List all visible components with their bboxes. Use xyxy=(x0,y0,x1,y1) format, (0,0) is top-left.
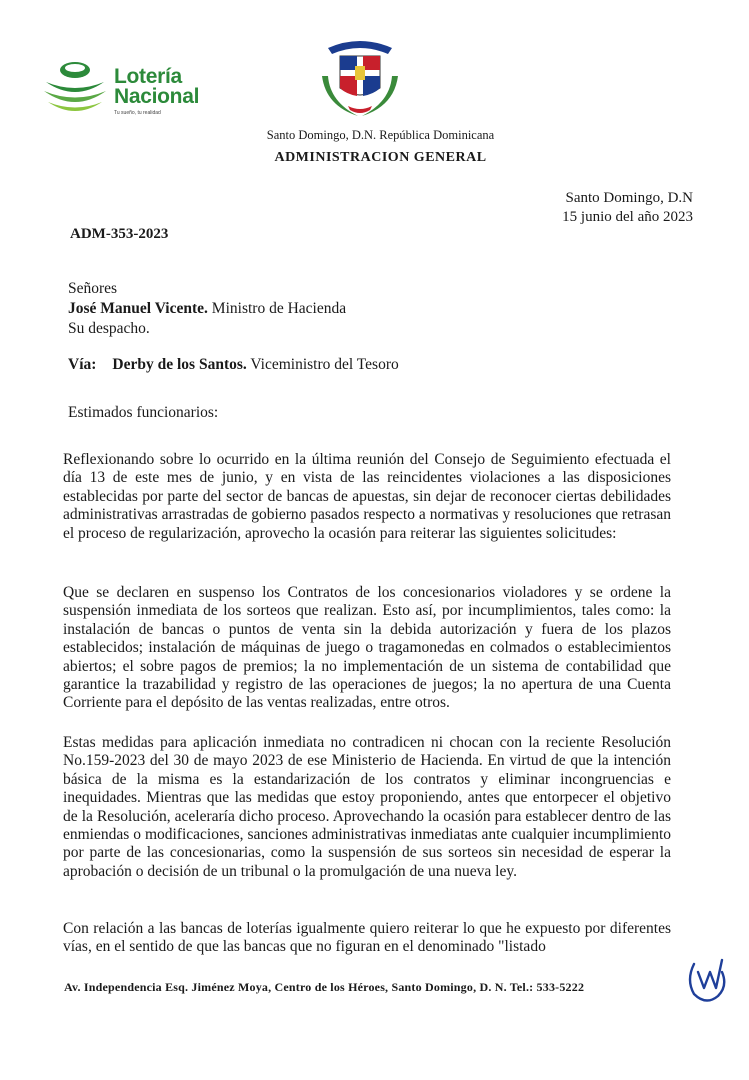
via-label: Vía: xyxy=(68,356,97,373)
salutation-title: Señores xyxy=(68,280,118,297)
header-office: ADMINISTRACION GENERAL xyxy=(274,150,487,165)
body-paragraph: Reflexionando sobre lo ocurrido en la última reunión del Consejo de Seguimiento efectuada el día 13 de este mes de junio, y en vista de las reincidentes violaciones a las disposiciones establecidas por parte del sector de bancas de apuestas, sin dejar de reconocer ciertas debilidades administrativas arrastradas de gobierno pasados respecto a normativas y resoluciones que retrasan el proceso de regularización, aprovecho la ocasión para reiterar las siguientes solicitudes: xyxy=(63,451,671,542)
header-place: Santo Domingo, D.N. República Dominicana xyxy=(266,128,495,142)
via-role: Viceministro del Tesoro xyxy=(250,356,399,373)
logo-word-nacional: Nacional xyxy=(114,85,200,108)
coat-of-arms-icon xyxy=(318,36,402,120)
logo-word-loteria: Lotería xyxy=(114,65,182,88)
addressee-line3: Su despacho. xyxy=(68,320,150,337)
body-paragraph: Que se declaren en suspenso los Contratos de los concesionarios violadores y se ordene la suspensión inmediata de los sorteos que realizan. Esto así, por incumplimientos, tales como: la instalación de bancas o puntos de venta sin la debida autorización y fuera de los plazos establecidos; instalación de máquinas de juego o tragamonedas en colmados o establecimientos abiertos; el sobre pagos de premios; la no implementación de un sistema de contabilidad que garantice la trazabilidad y registro de las operaciones de juegos; la no apertura de una Cuenta Corriente para el depósito de las ventas realizadas, entre otros. xyxy=(63,584,671,712)
via-name: Derby de los Santos. xyxy=(112,356,247,373)
loteria-logo-icon xyxy=(42,58,108,120)
greeting: Estimados funcionarios: xyxy=(68,404,219,421)
footer-address: Av. Independencia Esq. Jiménez Moya, Centro de los Héroes, Santo Domingo, D. N. Tel.: 533-5222 xyxy=(64,980,585,994)
addressee-role: Ministro de Hacienda xyxy=(211,300,347,317)
via-line xyxy=(68,356,399,374)
date-city: Santo Domingo, D.N xyxy=(565,190,693,206)
body-paragraph: Con relación a las bancas de loterías igualmente quiero reiterar lo que he expuesto por diferentes vías, en el sentido de que las bancas que no figuran en el denominado "listado xyxy=(63,920,671,956)
addressee-name: José Manuel Vicente. xyxy=(68,300,208,317)
addressee-block xyxy=(68,279,346,339)
addressee-line xyxy=(68,299,346,319)
body-paragraph: Estas medidas para aplicación inmediata no contradicen ni chocan con la reciente Resolución No.159-2023 del 30 de mayo 2023 de ese Ministerio de Hacienda. En virtud de que la intención básica de la misma es la estandarización de los contratos y eliminar incongruencias e inequidades. Mientras que las medidas que estoy proponiendo, antes que entorpecer el objetivo de la Resolución, aceleraría dicho proceso. Aprovechando la ocasión para establecer dentro de las enmiendas o modificaciones, sanciones administrativas inmediatas ante cualquier incumplimiento por parte de las concesionarias, como la suspensión de sus sorteos sin necesidad de esperar la aprobación o decisión de un tribunal o la promulgación de una nueva ley. xyxy=(63,734,671,880)
logo-tagline: Tu sueño, tu realidad xyxy=(114,110,161,116)
reference-number: ADM-353-2023 xyxy=(70,226,169,242)
date-block xyxy=(473,189,693,227)
date-value: 15 junio del año 2023 xyxy=(562,209,693,225)
loteria-nacional-logo xyxy=(42,58,222,124)
handwritten-initials-icon xyxy=(684,950,730,1004)
